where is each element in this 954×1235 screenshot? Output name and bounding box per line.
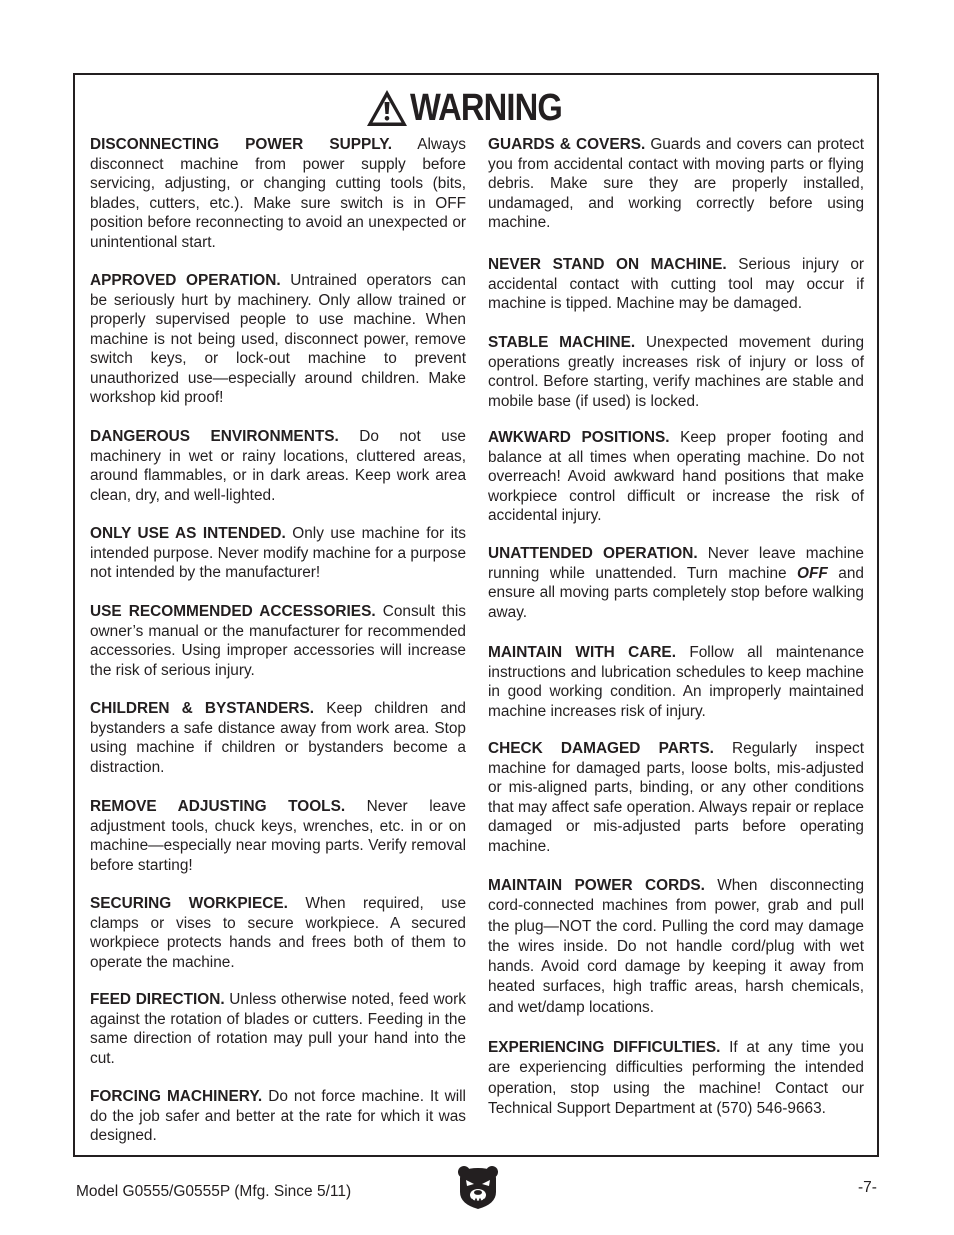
rule-maintain-with-care: MAINTAIN WITH CARE. Follow all maintenance instructions and lubrication schedules to keep machine in good working condition. An improperly maintained machine increases risk of injury. bbox=[488, 644, 864, 720]
rule-feed-direction: FEED DIRECTION. Unless otherwise noted, feed work against the rotation of blades or cutters. Feeding in the same direction of rotation may pull your hand into the cut. bbox=[90, 991, 466, 1067]
model-footer: Model G0555/G0555P (Mfg. Since 5/11) bbox=[76, 1183, 352, 1200]
warning-triangle-icon bbox=[366, 89, 408, 127]
rule-check-damaged-parts: CHECK DAMAGED PARTS. Regularly inspect machine for damaged parts, loose bolts, mis-adjusted or mis-aligned parts, binding, or any other conditions that may affect safe operation. Always repair or replace damaged or mis-adjusted parts before operating machine. bbox=[488, 740, 864, 855]
rule-disconnecting-power: DISCONNECTING POWER SUPPLY. Always disconnect machine from power supply before servicing, adjusting, or changing cutting tools (bits, blades, cutters, etc.). Make sure switch is in OFF position before reconnecting to avoid an unexpected or unintentional start. bbox=[90, 136, 466, 251]
warning-title bbox=[75, 86, 877, 130]
bear-logo-icon bbox=[456, 1164, 500, 1210]
rule-dangerous-environments: DANGEROUS ENVIRONMENTS. Do not use machinery in wet or rainy locations, cluttered areas, around flammables, or in dark areas. Keep work area clean, dry, and well-lighted. bbox=[90, 428, 466, 504]
rule-recommended-accessories: USE RECOMMENDED ACCESSORIES. Consult this owner’s manual or the manufacturer for recommended accessories. Using improper accessories will increase the risk of serious injury. bbox=[90, 603, 467, 679]
rule-approved-operation: APPROVED OPERATION. Untrained operators can be seriously hurt by machinery. Only allow trained or properly supervised people to use machine. When machine is not being used, disconnect power, remove switch keys, or lock-out machine to prevent unauthorized use—especially around children. Make workshop kid proof! bbox=[90, 272, 466, 406]
rule-children-bystanders: CHILDREN & BYSTANDERS. Keep children and bystanders a safe distance away from work area. Stop using machine if children or bystanders become a distraction. bbox=[90, 700, 466, 776]
rule-guards-covers: GUARDS & COVERS. Guards and covers can protect you from accidental contact with moving parts or flying debris. Make sure they are properly installed, undamaged, and working correctly before using machine. bbox=[488, 136, 864, 231]
rule-stable-machine: STABLE MACHINE. Unexpected movement during operations greatly increases risk of injury or loss of control. Before starting, verify machines are stable and mobile base (if used) is locked. bbox=[488, 334, 864, 410]
rule-unattended-operation: UNATTENDED OPERATION. Never leave machine running while unattended. Turn machine OFF and ensure all moving parts completely stop before walking away. bbox=[488, 545, 864, 621]
rule-securing-workpiece: SECURING WORKPIECE. When required, use clamps or vises to secure workpiece. A secured workpiece protects hands and frees both of them to operate the machine. bbox=[90, 895, 467, 971]
rule-only-use-as-intended: ONLY USE AS INTENDED. Only use machine for its intended purpose. Never modify machine for a purpose not intended by the manufacturer! bbox=[90, 525, 466, 581]
warning-title-text: WARNING bbox=[409, 87, 562, 129]
rule-never-stand-on-machine: NEVER STAND ON MACHINE. Serious injury or accidental contact with cutting tool may occur if machine is tipped. Machine may be damaged. bbox=[488, 256, 864, 312]
rule-awkward-positions: AWKWARD POSITIONS. Keep proper footing and balance at all times when operating machine. Do not overreach! Avoid awkward hand positions that make workpiece control difficult or increase the risk of accidental injury. bbox=[488, 429, 864, 524]
rule-maintain-power-cords: MAINTAIN POWER CORDS. When disconnecting cord-connected machines from power, grab and pull the plug—NOT the cord. Pulling the cord may damage the wires inside. Do not handle cord/plug with wet hands. Avoid cord damage by keeping it away from heated surfaces, high traffic areas, harsh chemicals, and wet/damp locations. bbox=[488, 877, 864, 1016]
off-emphasis: OFF bbox=[797, 564, 828, 582]
rule-forcing-machinery: FORCING MACHINERY. Do not force machine. It will do the job safer and better at the rate for which it was designed. bbox=[90, 1088, 466, 1144]
rule-experiencing-difficulties: EXPERIENCING DIFFICULTIES. If at any time you are experiencing difficulties performing the intended operation, stop using the machine! Contact our Technical Support Department at (570) 546-9663. bbox=[488, 1039, 864, 1117]
rule-remove-adjusting-tools: REMOVE ADJUSTING TOOLS. Never leave adjustment tools, chuck keys, wrenches, etc. in or on machine—especially near moving parts. Verify removal before starting! bbox=[90, 798, 466, 874]
page-number: -7- bbox=[858, 1179, 877, 1196]
warning-box bbox=[73, 73, 879, 1157]
